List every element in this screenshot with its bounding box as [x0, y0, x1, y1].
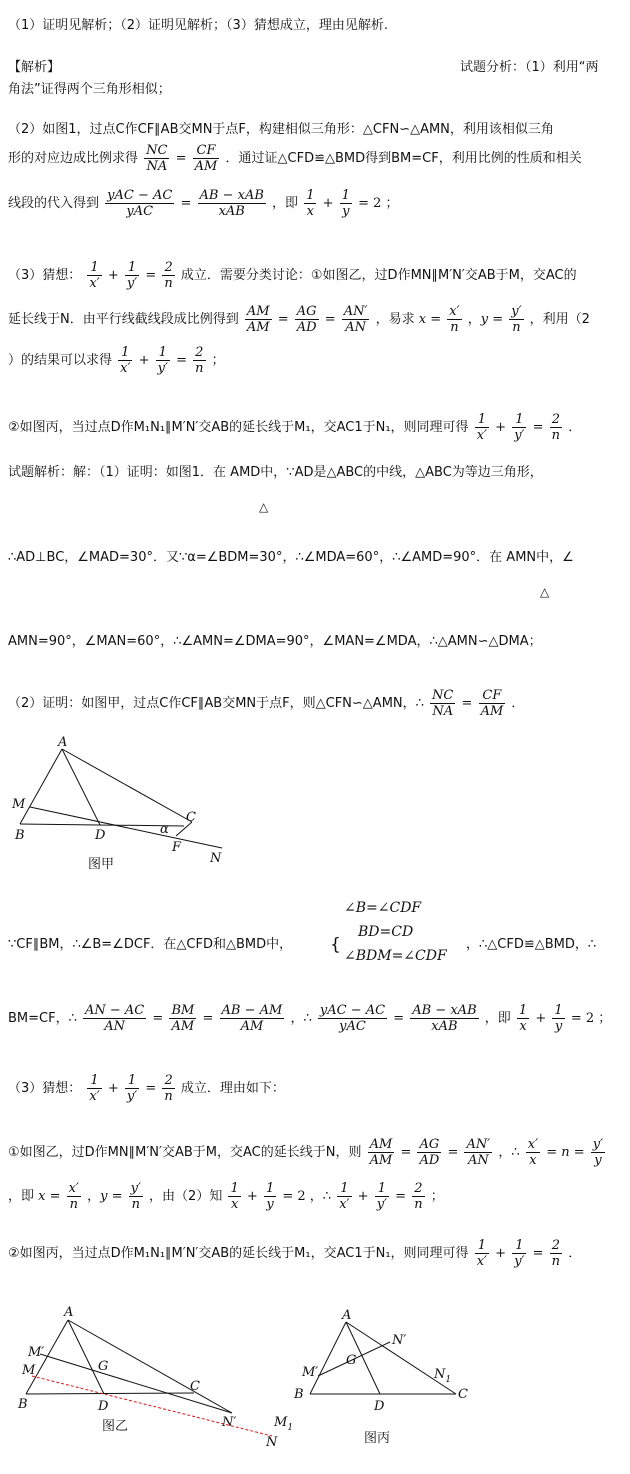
- operator: x =: [38, 1189, 61, 1204]
- numerator: 1: [512, 412, 526, 428]
- text-fragment: ．通过证△CFD≌△BMD得到BM=CF，利用比例的性质和相关: [225, 151, 582, 166]
- operator: =: [202, 1011, 214, 1026]
- solution-line-1: 试题解析：解：（1）证明：如图1．在 AMD中，∵AD是△ABC的中线，△ABC为等边三角形，: [8, 465, 543, 480]
- triangle-symbol: △: [540, 585, 550, 599]
- numerator: AM: [369, 1137, 393, 1152]
- text-fragment: （3）猜想：: [8, 1081, 82, 1096]
- numerator: AB − AM: [221, 1003, 283, 1018]
- fraction-1-xp: [87, 260, 101, 291]
- numerator: CF: [193, 143, 220, 159]
- solution-line-6: [8, 1003, 622, 1034]
- fraction-1-yp: [156, 345, 170, 376]
- fraction-nc-na: [430, 688, 455, 719]
- fraction-1-yp: [375, 1181, 389, 1212]
- text-fragment: ．: [568, 420, 582, 435]
- numerator: 1: [554, 1003, 563, 1018]
- numerator: x′: [68, 1181, 79, 1196]
- operator: =: [175, 151, 187, 166]
- segment-ac: [62, 749, 192, 822]
- text-fragment: （2）证明：如图甲，过点C作CF∥AB交MN于点F，则△CFN∽△AMN，∴: [8, 696, 424, 711]
- operator: =: [447, 1145, 459, 1160]
- denominator: AD: [296, 320, 317, 335]
- operator: =: [400, 1145, 412, 1160]
- equation: BD=CD: [358, 924, 414, 940]
- fraction-yp-n: [129, 1181, 143, 1212]
- denominator: y′: [157, 361, 168, 376]
- numerator: 1: [230, 1181, 239, 1196]
- numerator: 1: [518, 1003, 528, 1018]
- solution-line-7: [8, 1073, 622, 1104]
- numerator: 1: [156, 345, 170, 361]
- label-m1-sub: 1: [287, 1423, 294, 1433]
- label-b: B: [15, 828, 25, 843]
- text-fragment: 成立．理由如下：: [180, 1081, 285, 1096]
- numerator: AB − xAB: [199, 188, 264, 203]
- text-fragment: ②如图丙，当过点D作M₁N₁∥M′N′交AB的延长线于M₁，交AC1于N₁，则同理可得: [8, 420, 469, 435]
- text-fragment: ，∴△CFD≌△BMD，∴: [466, 937, 597, 952]
- fraction-1-y: [552, 1003, 564, 1034]
- numerator: 1: [475, 412, 489, 428]
- figure-yi: [10, 1298, 310, 1458]
- operator: +: [495, 420, 507, 435]
- operator: =: [532, 1246, 544, 1261]
- text-fragment: ，易求: [375, 312, 415, 327]
- text-fragment: ；: [430, 1189, 444, 1204]
- fraction-anp-an: [342, 304, 370, 335]
- text-fragment: ，即: [484, 1011, 511, 1026]
- numerator: NC: [146, 143, 168, 158]
- label-m-prime: M′: [28, 1345, 45, 1360]
- numerator: 2: [550, 1238, 562, 1254]
- denominator: x′: [339, 1197, 350, 1212]
- fraction-1-xp: [475, 1238, 489, 1269]
- operator: y =: [100, 1189, 123, 1204]
- text-fragment: ．: [568, 1246, 582, 1261]
- text-fragment: ，由（2）知: [149, 1189, 223, 1204]
- operator: =: [277, 312, 289, 327]
- denominator: yAC: [126, 204, 154, 219]
- answer-line: （1）证明见解析；（2）证明见解析；（3）猜想成立，理由见解析.: [8, 18, 388, 33]
- denominator: x′: [89, 276, 100, 291]
- numerator: yAC − AC: [319, 1003, 386, 1018]
- denominator: n: [551, 1254, 561, 1269]
- text-fragment: 成立．需要分类讨论：①如图乙，过D作MN∥M′N′交AB于M，交AC的: [180, 268, 577, 283]
- label-d: D: [374, 1399, 385, 1414]
- denominator: y: [594, 1153, 602, 1168]
- label-b: B: [18, 1397, 28, 1412]
- fraction-xp-n: [447, 304, 461, 335]
- fraction-bm-am: [169, 1003, 196, 1034]
- numerator: AN′: [466, 1137, 491, 1152]
- denominator: x: [306, 204, 314, 219]
- text-fragment: ）的结果可以求得: [8, 353, 113, 368]
- fraction-yac: [318, 1003, 387, 1034]
- operator: +: [138, 353, 150, 368]
- operator: =: [176, 353, 187, 368]
- denominator: AM: [194, 159, 218, 174]
- fraction-nc-na: [144, 143, 169, 174]
- numerator: NC: [432, 688, 454, 703]
- denominator: n: [551, 428, 561, 443]
- denominator: x′: [89, 1089, 100, 1104]
- fraction-1-xp: [337, 1181, 351, 1212]
- denominator: NA: [432, 704, 454, 719]
- analysis-line-3: [8, 143, 622, 174]
- fraction-anp-an: [464, 1137, 492, 1168]
- caption-jia: 图甲: [88, 857, 115, 872]
- caption-bing: 图丙: [364, 1431, 391, 1446]
- numerator: x′: [449, 304, 460, 319]
- numerator: 1: [341, 188, 350, 203]
- operator: +: [495, 1246, 507, 1261]
- text-fragment: ，即: [272, 196, 299, 211]
- numerator: AN′: [343, 304, 368, 319]
- text-fragment: ∵CF∥BM，∴∠B=∠DCF．在△CFD和△BMD中，: [8, 937, 293, 952]
- denominator: y: [266, 1197, 274, 1212]
- fraction-1-yp: [125, 260, 139, 291]
- denominator: n: [164, 276, 173, 291]
- text-fragment: （3）猜想：: [8, 268, 82, 283]
- denominator: x′: [120, 361, 131, 376]
- text-fragment: ②如图丙，当过点D作M₁N₁∥M′N′交AB的延长线于M₁，交AC1于N₁，则同理可得: [8, 1246, 469, 1261]
- fraction-am-am: [245, 304, 272, 335]
- numerator: 1: [87, 1073, 101, 1089]
- analysis-line-5: [8, 260, 622, 291]
- fraction-1-xp: [87, 1073, 101, 1104]
- numerator: 1: [337, 1181, 351, 1197]
- equation-system: [344, 896, 447, 968]
- label-n1-sub: 1: [445, 1375, 452, 1385]
- operator: =: [324, 312, 336, 327]
- operator: +: [535, 1011, 547, 1026]
- fraction-yac: [105, 188, 174, 219]
- fraction-yp-n: [509, 304, 523, 335]
- fraction-1-x: [228, 1181, 240, 1212]
- numerator: 1: [375, 1181, 389, 1197]
- numerator: BM: [171, 1003, 195, 1018]
- numerator: 2: [412, 1181, 424, 1197]
- figure-bing: [288, 1308, 478, 1448]
- denominator: n: [195, 361, 204, 376]
- segment-ab: [310, 1322, 346, 1394]
- denominator: xAB: [431, 1019, 458, 1034]
- fraction-1-y: [264, 1181, 276, 1212]
- denominator: x′: [476, 1254, 487, 1269]
- denominator: x: [230, 1197, 239, 1212]
- label-a: A: [342, 1308, 352, 1323]
- denominator: AN: [345, 320, 366, 335]
- segment-mpnp: [40, 1354, 232, 1413]
- denominator: n: [164, 1089, 173, 1104]
- operator: = 2: [282, 1189, 306, 1204]
- numerator: 1: [475, 1238, 489, 1254]
- operator: =: [145, 1081, 157, 1096]
- denominator: AM: [369, 1153, 393, 1168]
- text-fragment: ①如图乙，过D作MN∥M′N′交AB于M，交AC的延长线于N，则: [8, 1145, 362, 1160]
- fraction-1-yp: [125, 1073, 139, 1104]
- label-d: D: [95, 828, 106, 843]
- operator: = n =: [546, 1145, 585, 1160]
- fraction-xab: [198, 188, 266, 219]
- text-fragment: ，即: [8, 1189, 35, 1204]
- numerator: 2: [550, 412, 562, 428]
- numerator: AM: [246, 304, 270, 319]
- operator: =: [461, 696, 473, 711]
- analysis-line-4: [8, 188, 622, 219]
- fraction-xab: [410, 1003, 478, 1034]
- analysis-intro: 试题分析：（1）利用“两: [460, 60, 599, 75]
- label-c: C: [190, 1379, 200, 1394]
- operator: y =: [480, 312, 504, 327]
- label-m: M: [22, 1363, 36, 1378]
- denominator: n: [414, 1197, 423, 1212]
- numerator: 2: [193, 345, 205, 361]
- denominator: NA: [146, 159, 168, 174]
- denominator: y′: [126, 1089, 138, 1104]
- numerator: 1: [512, 1238, 526, 1254]
- fraction-1-x: [517, 1003, 529, 1034]
- solution-line-5: [8, 935, 622, 955]
- equation: ∠BDM=∠CDF: [344, 948, 447, 964]
- fraction-xp-n: [67, 1181, 81, 1212]
- text-fragment: ．: [511, 696, 525, 711]
- denominator: y′: [514, 1254, 525, 1269]
- denominator: AM: [246, 320, 270, 335]
- denominator: y: [554, 1019, 563, 1034]
- equation: ∠B=∠CDF: [344, 900, 422, 916]
- text-fragment: ；: [598, 1011, 612, 1026]
- operator: +: [322, 196, 334, 211]
- label-n1-main: N: [434, 1367, 446, 1382]
- analysis-heading-line: [8, 58, 622, 78]
- fraction-cf-am: [479, 688, 506, 719]
- operator: =: [152, 1011, 164, 1026]
- fraction-2-n: [412, 1181, 424, 1212]
- operator: =: [145, 268, 157, 283]
- numerator: 2: [162, 260, 174, 276]
- numerator: y′: [130, 1181, 141, 1196]
- numerator: CF: [479, 688, 506, 704]
- solution-line-4: [8, 688, 622, 719]
- label-m1-main: M: [274, 1415, 288, 1430]
- denominator: y: [342, 204, 350, 219]
- fraction-2-n: [550, 1238, 562, 1269]
- label-c: C: [458, 1387, 468, 1402]
- numerator: 1: [265, 1181, 275, 1196]
- operator: +: [357, 1189, 369, 1204]
- text-fragment: ，∴: [290, 1011, 312, 1026]
- operator: +: [107, 1081, 119, 1096]
- fraction-1-xp: [475, 412, 489, 443]
- brace: {: [330, 935, 341, 955]
- text-fragment: ；: [211, 353, 225, 368]
- label-b: B: [294, 1387, 304, 1402]
- denominator: x: [519, 1019, 527, 1034]
- fraction-2-n: [162, 260, 174, 291]
- fraction-yp-y: [591, 1137, 605, 1168]
- fraction-1-yp: [512, 412, 526, 443]
- label-m: M: [12, 797, 26, 812]
- denominator: yAC: [339, 1019, 366, 1034]
- denominator: AM: [480, 704, 504, 719]
- operator: = 2: [358, 196, 382, 211]
- solution-line-3: AMN=90°，∠MAN=60°，∴∠AMN=∠DMA=90°，∠MAN=∠MDA，∴△AMN∽△DMA；: [8, 634, 542, 649]
- denominator: x′: [476, 428, 487, 443]
- operator: =: [395, 1189, 407, 1204]
- fraction-2-n: [193, 345, 205, 376]
- fraction-am-am: [368, 1137, 395, 1168]
- numerator: 1: [125, 1073, 139, 1089]
- text-fragment: ；: [385, 196, 399, 211]
- fraction-ag-ad: [417, 1137, 441, 1168]
- label-c: C: [186, 810, 196, 825]
- fraction-2-n: [550, 412, 562, 443]
- denominator: y′: [126, 276, 138, 291]
- analysis-line-8: [8, 412, 622, 443]
- denominator: n: [450, 320, 459, 335]
- numerator: AG: [295, 304, 319, 320]
- analysis-line-6: 延长线于N．由平行线截线段成比例得到 $\frac{AM}{AM}$ = $\frac{AG}{AD}$ = $\frac{AN'}{AN}$ ，易求 x = $\frac{x'}{n}$ ，y = $\frac{y'}{n}$ ，利用（2: [8, 304, 590, 335]
- text-fragment: ，∴: [498, 1145, 520, 1160]
- denominator: n: [131, 1197, 140, 1212]
- label-n: N: [266, 1435, 278, 1450]
- text-fragment: 形的对应边成比例求得: [8, 151, 139, 166]
- text-fragment: ，∴: [309, 1189, 332, 1204]
- fraction-1-x: [304, 188, 316, 219]
- solution-line-9: ，即 x = $\frac{x'}{n}$ ，y = $\frac{y'}{n}$ ，由（2）知 $\frac{1}{x}$ + $\frac{1}{y}$ = 2 ，∴ $\frac{1}{x'}$ + $\frac{1}{y'}$ = $\frac{2}{n}$ ；: [8, 1181, 444, 1212]
- label-alpha: α: [160, 822, 169, 837]
- fraction-1-xp: [118, 345, 132, 376]
- analysis-heading: 【解析】: [8, 60, 61, 75]
- operator: =: [180, 196, 192, 211]
- label-n: N: [210, 851, 222, 866]
- analysis-line-1: 角法”证得两个三角形相似；: [8, 82, 171, 97]
- operator: = 2: [570, 1011, 595, 1026]
- numerator: y′: [592, 1137, 604, 1152]
- label-a: A: [64, 1305, 74, 1320]
- denominator: n: [512, 320, 521, 335]
- denominator: AM: [171, 1019, 195, 1034]
- fraction-1-y: [340, 188, 352, 219]
- segment-an: [68, 1320, 232, 1413]
- denominator: AN: [467, 1153, 489, 1168]
- numerator: 1: [306, 188, 315, 203]
- denominator: y′: [376, 1197, 387, 1212]
- fraction-2-n: [162, 1073, 174, 1104]
- fraction-ag-ad: [295, 304, 319, 335]
- analysis-line-2: （2）如图1，过点C作CF∥AB交MN于点F，构建相似三角形：△CFN∽△AMN，利用该相似三角: [8, 122, 554, 137]
- denominator: y′: [514, 428, 525, 443]
- text-fragment: ，利用（2: [529, 312, 590, 327]
- denominator: AD: [419, 1153, 440, 1168]
- figure-jia: [10, 735, 230, 875]
- label-g: G: [346, 1353, 357, 1368]
- label-m-prime: M′: [302, 1365, 319, 1380]
- denominator: x: [529, 1153, 537, 1168]
- denominator: AM: [240, 1019, 264, 1034]
- operator: x =: [418, 312, 442, 327]
- text-fragment: BM=CF，∴: [8, 1011, 77, 1026]
- text-fragment: 线段的代入得到: [8, 196, 100, 211]
- solution-line-2: ∴AD⊥BC，∠MAD=30°．又∵α=∠BDM=30°，∴∠MDA=60°，∴∠AMD=90°．在 AMN中，∠: [8, 550, 574, 565]
- label-n-prime: N′: [222, 1415, 237, 1430]
- fraction-cf-am: [193, 143, 220, 174]
- denominator: AN: [104, 1019, 126, 1034]
- label-d: D: [98, 1399, 109, 1414]
- solution-line-8: [8, 1137, 622, 1168]
- numerator: AN − AC: [85, 1003, 145, 1018]
- denominator: xAB: [218, 204, 245, 219]
- numerator: x′: [527, 1137, 539, 1152]
- label-f: F: [172, 840, 182, 855]
- fraction-an-ac-an: [83, 1003, 146, 1034]
- label-g: G: [98, 1359, 109, 1374]
- numerator: 1: [87, 260, 101, 276]
- operator: +: [107, 268, 119, 283]
- label-n-prime: N′: [392, 1333, 407, 1348]
- fraction-xp-x: [526, 1137, 540, 1168]
- operator: +: [246, 1189, 258, 1204]
- numerator: 2: [162, 1073, 174, 1089]
- segment-ad: [62, 749, 100, 825]
- analysis-line-7: [8, 345, 622, 376]
- segment-ad: [68, 1320, 104, 1394]
- numerator: y′: [511, 304, 522, 319]
- numerator: AG: [417, 1137, 441, 1153]
- label-a: A: [58, 735, 68, 750]
- solution-line-10: [8, 1238, 622, 1269]
- denominator: n: [69, 1197, 78, 1212]
- numerator: 1: [118, 345, 132, 361]
- text-fragment: 延长线于N．由平行线截线段成比例得到: [8, 312, 239, 327]
- operator: =: [393, 1011, 405, 1026]
- triangle-symbol: △: [259, 500, 269, 514]
- caption-yi: 图乙: [102, 1419, 129, 1434]
- numerator: yAC − AC: [107, 188, 173, 203]
- numerator: 1: [125, 260, 139, 276]
- fraction-ab-am-am: [220, 1003, 285, 1034]
- operator: =: [532, 420, 544, 435]
- numerator: AB − xAB: [412, 1003, 477, 1018]
- label-n1: [433, 1367, 451, 1385]
- fraction-1-yp: [512, 1238, 526, 1269]
